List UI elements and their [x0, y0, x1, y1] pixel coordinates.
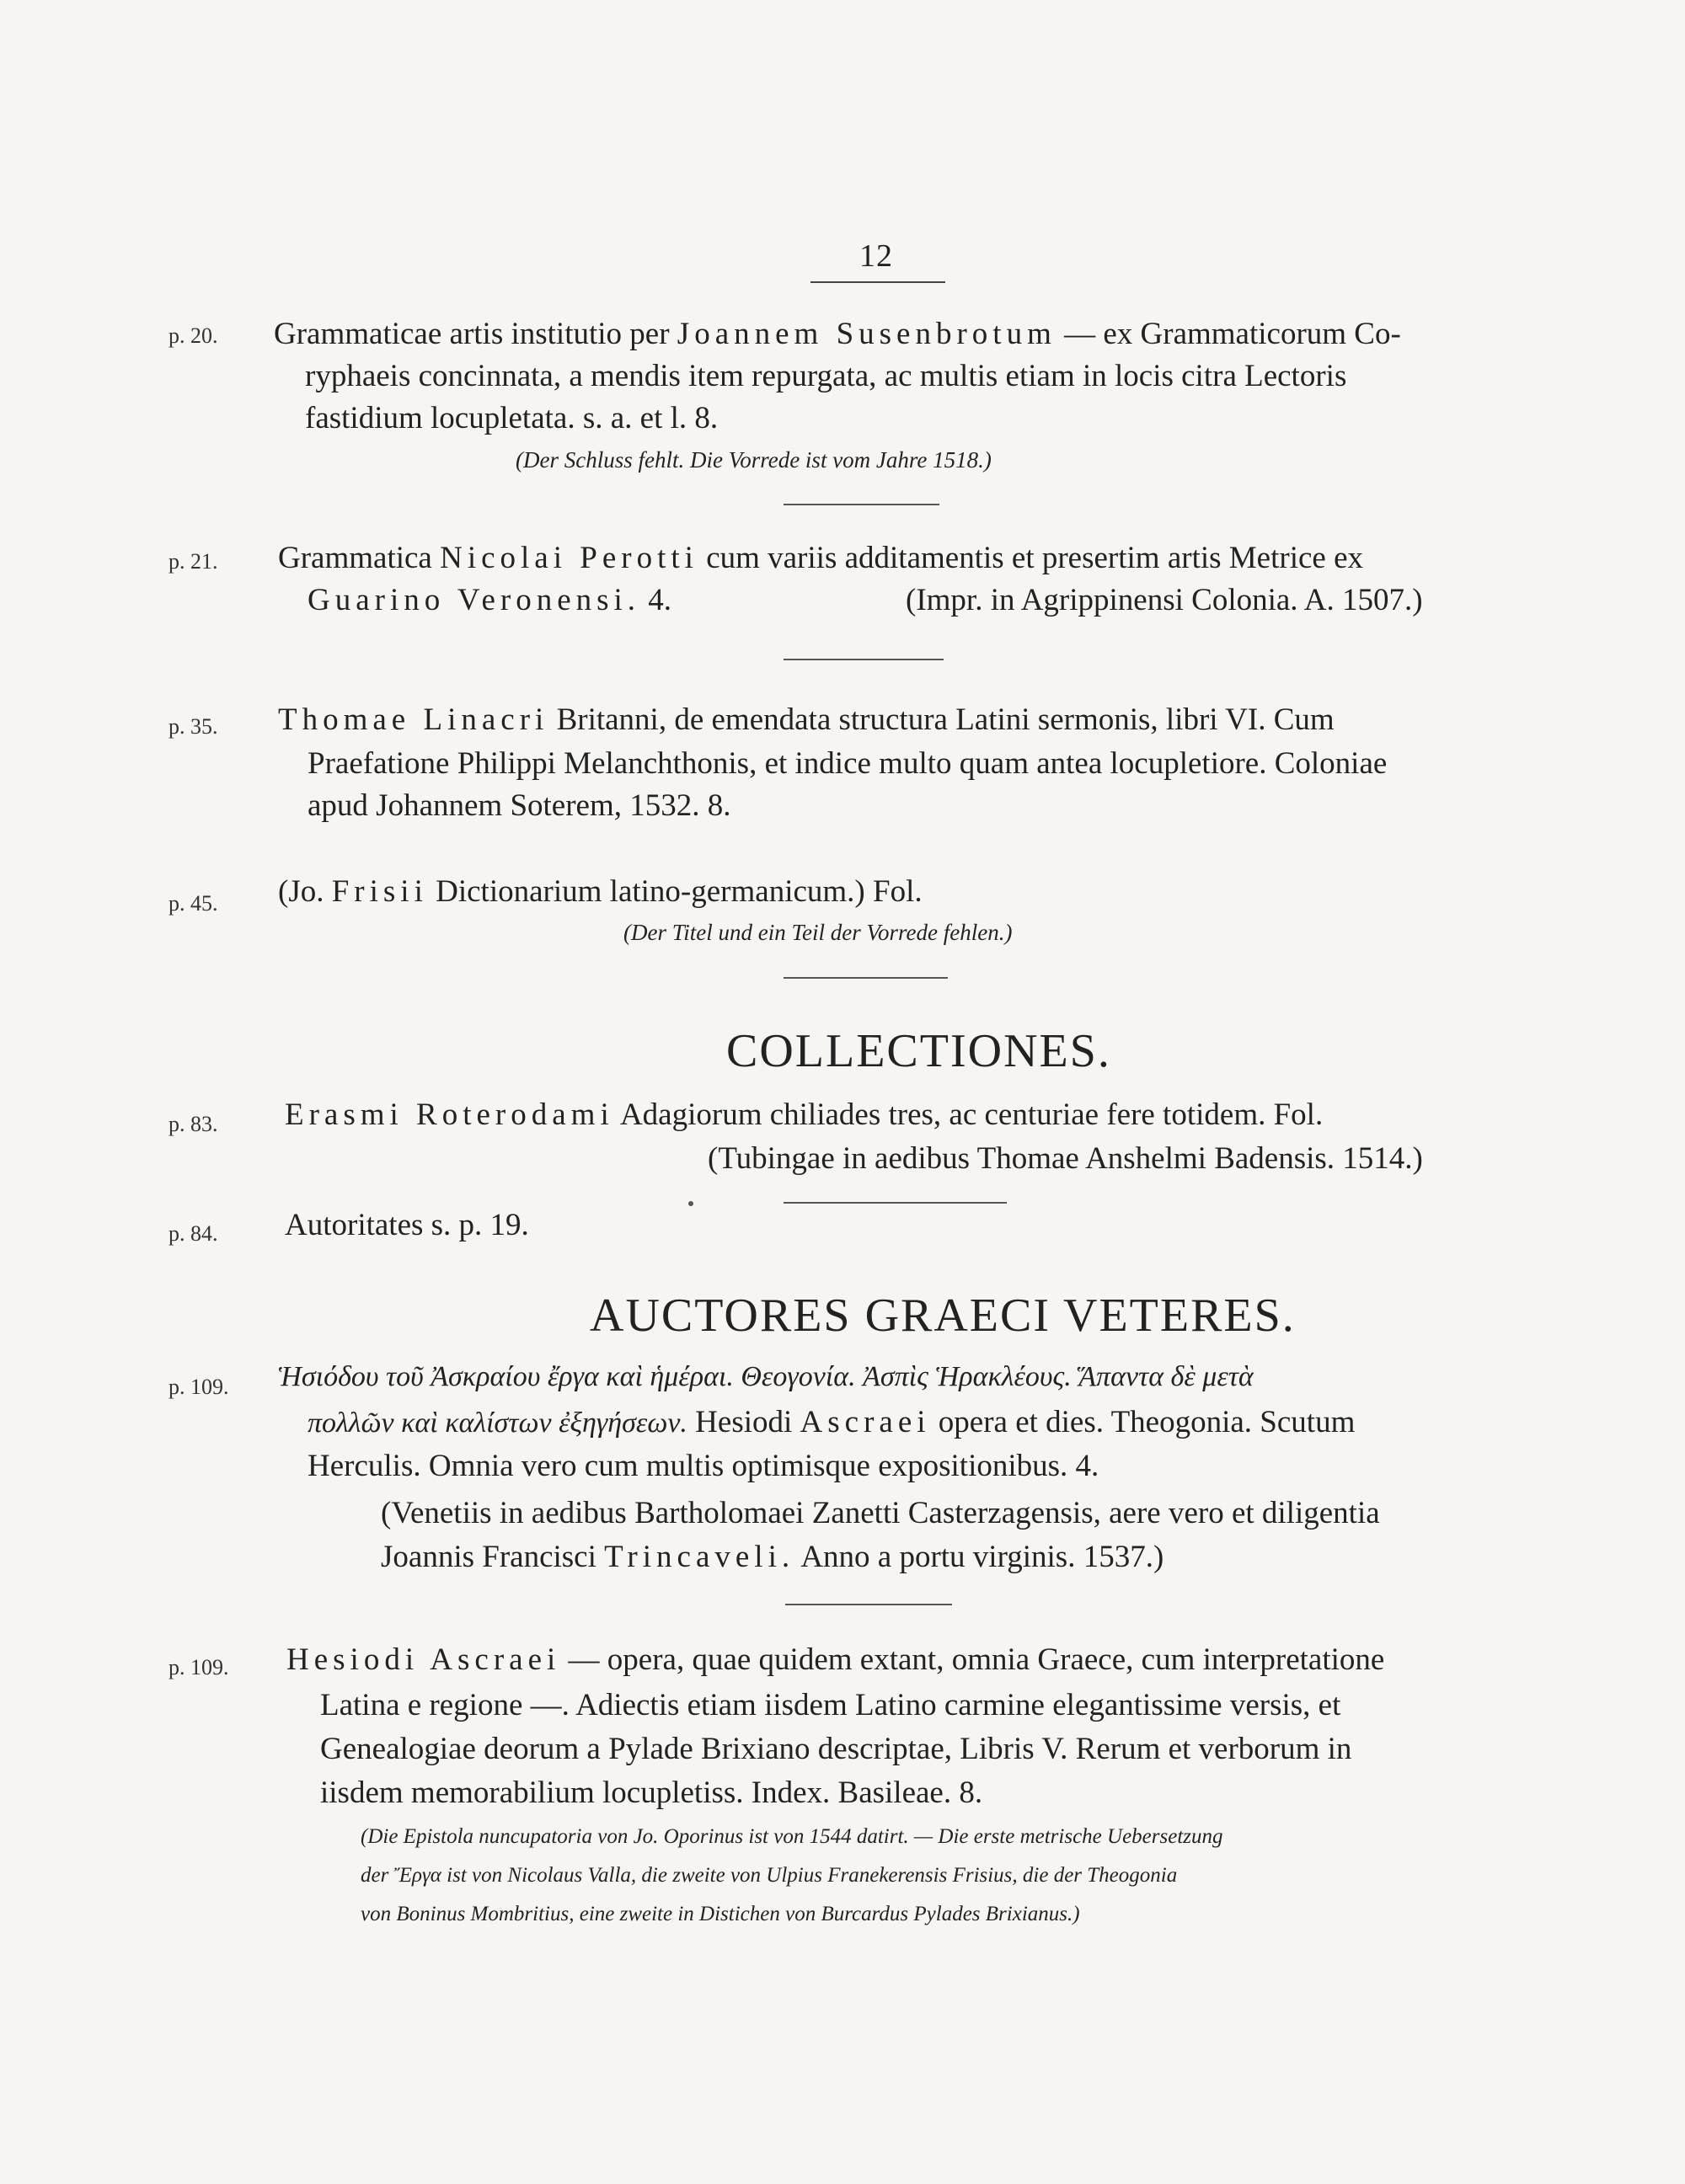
separator-rule: [785, 1604, 952, 1605]
entry-note: der Ἔργα ist von Nicolaus Valla, die zweite von Ulpius Franekerensis Frisius, die der Theogonia: [361, 1864, 1178, 1887]
entry-ref: p. 84.: [168, 1221, 218, 1246]
entry-imprint: (Tubingae in aedibus Thomae Anshelmi Badensis. 1514.): [708, 1141, 1423, 1176]
entry-imprint: (Impr. in Agrippinensi Colonia. A. 1507.): [906, 583, 1423, 617]
entry-note: (Der Schluss fehlt. Die Vorrede ist vom Jahre 1518.): [516, 447, 992, 473]
entry-line: Erasmi Roterodami Adagiorum chiliades tres, ac centuriae fere totidem. Fol.: [285, 1097, 1324, 1132]
separator-rule: [784, 659, 944, 660]
entry-note: von Boninus Mombritius, eine zweite in Distichen von Burcardus Pylades Brixianus.): [361, 1903, 1080, 1925]
entry-line: iisdem memorabilium locupletiss. Index. Basileae. 8.: [320, 1776, 983, 1810]
separator-rule: [784, 504, 939, 505]
entry-ref: p. 21.: [168, 549, 218, 574]
page-number-rule: [810, 281, 945, 283]
entry-line: (Jo. Frisii Dictionarium latino-germanicum.) Fol.: [278, 874, 923, 909]
entry-line: Praefatione Philippi Melanchthonis, et indice multo quam antea locupletiore. Coloniae: [308, 746, 1388, 781]
entry-line: apud Johannem Soterem, 1532. 8.: [308, 788, 731, 823]
section-heading-collectiones: COLLECTIONES.: [726, 1025, 1111, 1077]
entry-line: ryphaeis concinnata, a mendis item repurgata, ac multis etiam in locis citra Lectoris: [305, 359, 1347, 393]
entry-line: Herculis. Omnia vero cum multis optimisque expositionibus. 4.: [308, 1449, 1099, 1483]
entry-line: Hesiodi Ascraei — opera, quae quidem extant, omnia Graece, cum interpretatione: [286, 1642, 1385, 1677]
entry-line: πολλῶν καὶ καλίστων ἐξηγήσεων. Hesiodi Ascraei opera et dies. Theogonia. Scutum: [308, 1405, 1356, 1439]
entry-note: (Der Titel und ein Teil der Vorrede fehlen.): [623, 920, 1013, 945]
entry-line: Genealogiae deorum a Pylade Brixiano descriptae, Libris V. Rerum et verborum in: [320, 1732, 1352, 1766]
entry-imprint: (Venetiis in aedibus Bartholomaei Zanetti Casterzagensis, aere vero et diligentia: [381, 1496, 1380, 1530]
entry-imprint: Joannis Francisci Trincaveli. Anno a portu virginis. 1537.): [381, 1540, 1164, 1574]
entry-line: Guarino Veronensi. 4.: [308, 583, 672, 617]
entry-line: Grammatica Nicolai Perotti cum variis additamentis et presertim artis Metrice ex: [278, 541, 1364, 575]
entry-line-greek: Ἡσιόδου τοῦ Ἀσκραίου ἔργα καὶ ἡμέραι. Θεογονία. Ἀσπὶς Ἡρακλέους. Ἅπαντα δὲ μετὰ: [278, 1361, 1254, 1392]
entry-ref: p. 20.: [168, 323, 218, 348]
separator-rule: [784, 1202, 1007, 1204]
entry-line: Thomae Linacri Britanni, de emendata structura Latini sermonis, libri VI. Cum: [278, 702, 1335, 737]
separator-rule: [784, 977, 948, 979]
entry-line: Latina e regione —. Adiectis etiam iisdem Latino carmine elegantissime versis, et: [320, 1688, 1341, 1722]
entry-ref: p. 109.: [168, 1375, 229, 1399]
entry-line: Grammaticae artis institutio per Joannem Susenbrotum — ex Grammaticorum Co-: [274, 317, 1401, 351]
page-number: 12: [859, 238, 893, 274]
entry-ref: p. 35.: [168, 714, 218, 739]
print-speck: [688, 1201, 693, 1206]
entry-ref: p. 45.: [168, 891, 218, 916]
entry-line: Autoritates s. p. 19.: [285, 1208, 529, 1242]
section-heading-auctores: AUCTORES GRAECI VETERES.: [590, 1290, 1296, 1342]
entry-ref: p. 109.: [168, 1655, 229, 1679]
entry-line: fastidium locupletata. s. a. et l. 8.: [305, 401, 719, 435]
entry-ref: p. 83.: [168, 1112, 218, 1136]
entry-note: (Die Epistola nuncupatoria von Jo. Oporinus ist von 1544 datirt. — Die erste metrische Uebersetzung: [361, 1825, 1223, 1848]
